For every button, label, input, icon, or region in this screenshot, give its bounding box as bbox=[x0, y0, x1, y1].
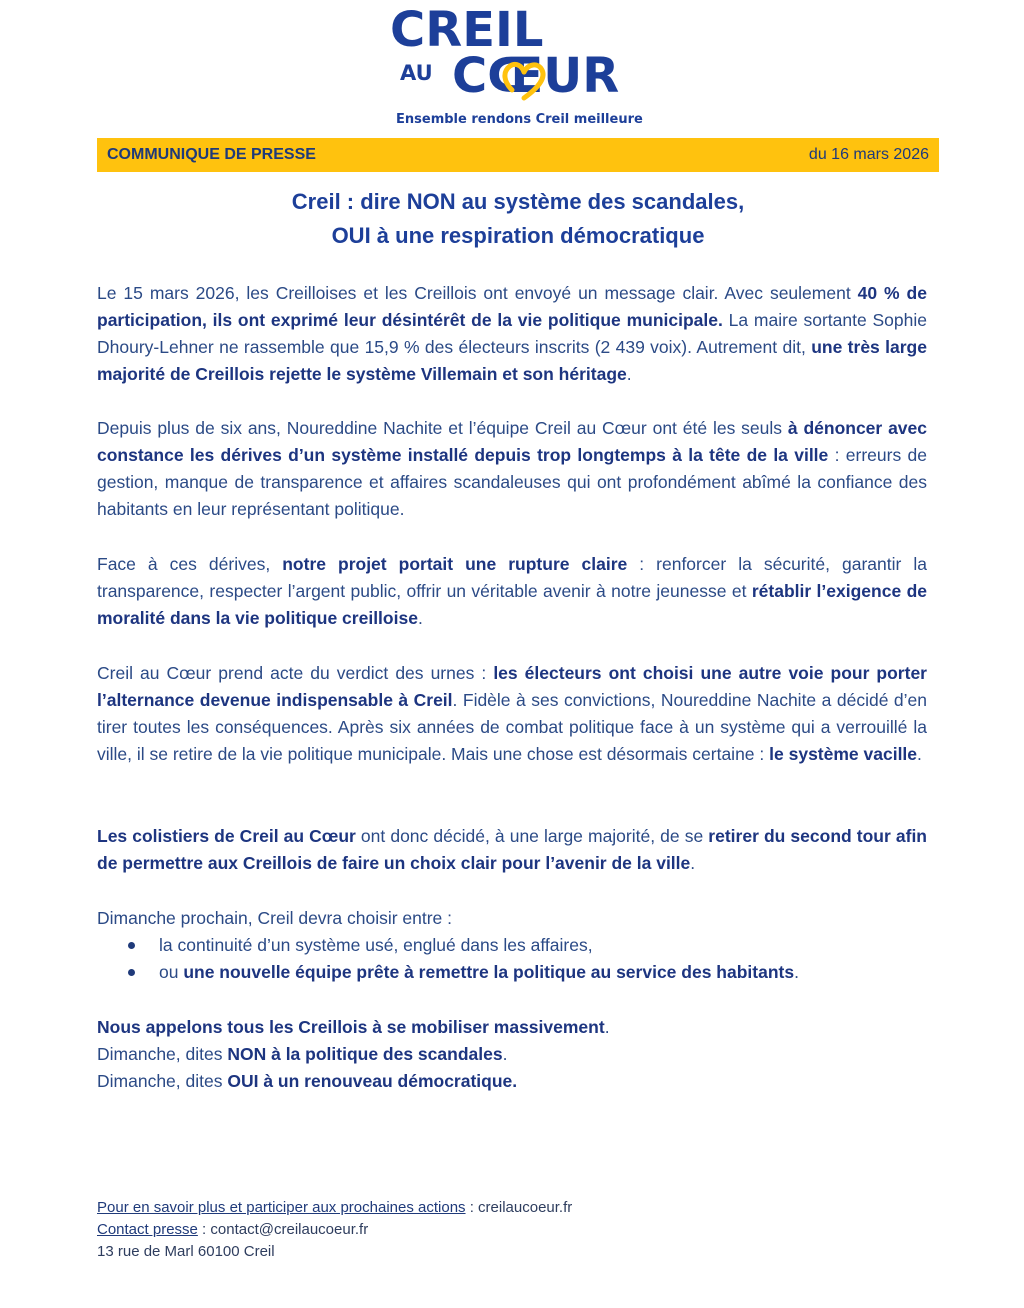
paragraph-1 bbox=[97, 280, 927, 388]
p5-text-1: ont donc décidé, à une large majorité, de se bbox=[355, 826, 709, 846]
footer bbox=[97, 1197, 797, 1263]
logo-coeur-text: CŒUR bbox=[452, 48, 620, 104]
list-item bbox=[97, 932, 927, 959]
p4-text-2: . Fidèle à ses convictions, Noureddine Nachite a décidé d’en tirer toutes les conséquences. Après six années de combat politique face à un système qui a verrouillé la ville, il se retire de la vie politique municipale. Mais une chose est désormais certaine : bbox=[97, 690, 927, 764]
logo-tagline: Ensemble rendons Creil meilleure bbox=[396, 112, 643, 127]
closing-line-3 bbox=[97, 1068, 927, 1095]
p1-text-3: . bbox=[626, 364, 632, 384]
press-release-banner bbox=[97, 138, 939, 172]
p2-bold-1: à dénoncer avec constance les dérives d’un système installé depuis trop longtemps à la tête de la ville bbox=[97, 418, 928, 465]
p3-text-3: . bbox=[417, 608, 423, 628]
p4-bold-1: les électeurs ont choisi une autre voie pour porter l’alternance devenue indispensable à Creil bbox=[97, 663, 927, 710]
closing-bold-1: Nous appelons tous les Creillois à se mobiliser massivement bbox=[97, 1017, 605, 1037]
logo-au-text: AU bbox=[400, 61, 433, 85]
paragraph-5 bbox=[97, 823, 927, 877]
page-title bbox=[97, 185, 939, 253]
footer-line-2 bbox=[97, 1219, 797, 1241]
p1-text-1: Le 15 mars 2026, les Creilloises et les Creillois ont envoyé un message clair. Avec seulement bbox=[97, 283, 858, 303]
bullet-1-text: la continuité d’un système usé, englué dans les affaires, bbox=[159, 935, 593, 955]
p1-text-2: La maire sortante Sophie Dhoury-Lehner ne rassemble que 15,9 % des électeurs inscrits (2 439 voix). Autrement dit, bbox=[97, 310, 927, 357]
title-line-1: Creil : dire NON au système des scandales, bbox=[291, 189, 745, 214]
paragraph-6: Dimanche prochain, Creil devra choisir entre : bbox=[97, 908, 453, 928]
p2-text-2: : erreurs de gestion, manque de transparence et affaires scandaleuses qui ont profondément abîmé la confiance des habitants en leur représentant politique. bbox=[97, 445, 927, 519]
paragraph-2 bbox=[97, 415, 927, 523]
heart-icon bbox=[498, 52, 552, 104]
press-contact-link[interactable]: Contact presse bbox=[97, 1221, 198, 1238]
bullet-icon bbox=[128, 942, 135, 949]
p1-bold-1: 40 % de participation, ils ont exprimé leur désintérêt de la vie politique municipale. bbox=[97, 283, 927, 330]
p3-bold-2: rétablir l’exigence de moralité dans la vie politique creilloise bbox=[97, 581, 928, 628]
p4-text-1: Creil au Cœur prend acte du verdict des urnes : bbox=[97, 663, 494, 683]
p5-bold-2: retirer du second tour afin de permettre aux Creillois de faire un choix clair pour l’avenir de la ville bbox=[97, 826, 927, 873]
choice-list bbox=[97, 932, 927, 986]
bullet-2-prefix: ou bbox=[159, 962, 184, 982]
p3-text-1: Face à ces dérives, bbox=[97, 554, 283, 574]
closing-line-3-bold: OUI à un renouveau démocratique. bbox=[227, 1071, 518, 1091]
website-text: : creilaucoeur.fr bbox=[465, 1199, 573, 1216]
paragraph-4 bbox=[97, 660, 927, 768]
p4-text-3: . bbox=[917, 744, 922, 764]
p2-text-1: Depuis plus de six ans, Noureddine Nachite et l’équipe Creil au Cœur ont été les seuls bbox=[97, 418, 788, 438]
press-release-date: du 16 mars 2026 bbox=[808, 146, 929, 163]
closing-line-2-suffix: . bbox=[502, 1044, 508, 1064]
p5-text-2: . bbox=[690, 853, 696, 873]
bullet-2-suffix: . bbox=[794, 962, 799, 982]
bullet-2-bold: une nouvelle équipe prête à remettre la politique au service des habitants bbox=[183, 962, 795, 982]
p4-bold-2: le système vacille bbox=[769, 744, 918, 764]
title-line-2: OUI à une respiration démocratique bbox=[331, 223, 705, 248]
closing-line-1 bbox=[97, 1014, 927, 1041]
closing-line-2-bold: NON à la politique des scandales bbox=[227, 1044, 503, 1064]
p1-bold-2: une très large majorité de Creillois rejette le système Villemain et son héritage bbox=[97, 337, 927, 384]
p3-bold-1: notre projet portait une rupture claire bbox=[282, 554, 628, 574]
closing-line-2-prefix: Dimanche, dites bbox=[97, 1044, 228, 1064]
logo-creil-text: CREIL bbox=[390, 2, 544, 58]
press-release-label: COMMUNIQUE DE PRESSE bbox=[107, 146, 316, 163]
closing-line-2 bbox=[97, 1041, 927, 1068]
list-item bbox=[97, 959, 927, 986]
footer-address: 13 rue de Marl 60100 Creil bbox=[97, 1243, 275, 1260]
p3-text-2: : renforcer la sécurité, garantir la transparence, respecter l’argent public, offrir un véritable avenir à notre jeunesse et bbox=[97, 554, 927, 601]
closing-text-1: . bbox=[604, 1017, 610, 1037]
contact-email-text: : contact@creilaucoeur.fr bbox=[197, 1221, 369, 1238]
logo bbox=[0, 0, 1024, 130]
p5-bold-1: Les colistiers de Creil au Cœur bbox=[97, 826, 356, 846]
paragraph-3 bbox=[97, 551, 927, 632]
footer-line-1 bbox=[97, 1197, 797, 1219]
bullet-icon bbox=[128, 969, 135, 976]
closing-call bbox=[97, 1014, 927, 1095]
more-info-link[interactable]: Pour en savoir plus et participer aux prochaines actions bbox=[97, 1199, 466, 1216]
closing-line-3-prefix: Dimanche, dites bbox=[97, 1071, 228, 1091]
